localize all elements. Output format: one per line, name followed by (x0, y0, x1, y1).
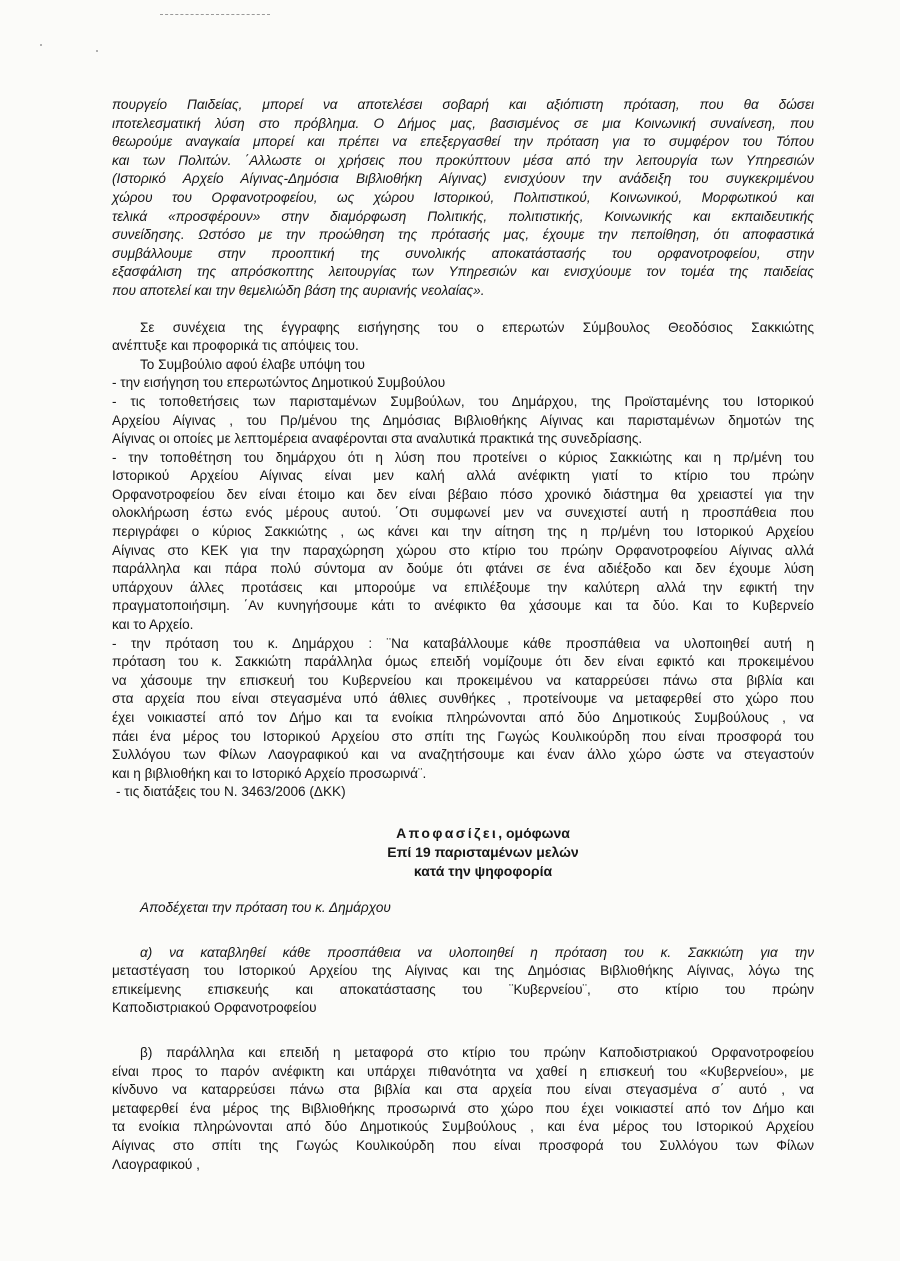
point-a-line: επικείμενης επισκευής και αποκατάστασης του ¨Κυβερνείου¨, στο κτίριο του πρώην (112, 981, 814, 997)
consideration-line: και η βιβλιοθήκη και το Ιστορικό Αρχείο προσωρινά¨. (112, 765, 427, 781)
consideration-line: στα αρχεία που είναι στεγασμένα υπό άθλιες συνθήκες , προτείνουμε να μεταφερθεί στο χώρο που (112, 691, 814, 707)
consideration-line: - την τοποθέτηση του δημάρχου ότι η λύση που προτείνει ο κύριος Σακκιώτης και η πρ/μένη του (112, 449, 814, 465)
consideration-item (112, 449, 814, 635)
intro-line: συμβάλλουμε στην προοπτική της συνολικής αποκατάστασής του ορφανοτροφείου, στην (112, 245, 814, 261)
consideration-line: Αίγινας στο ΚΕΚ για την παραχώρηση χώρου στο κτίριο του πρώην Ορφανοτροφείου Αίγινας αλλά (112, 542, 814, 558)
point-a-line: Καποδιστριακού Ορφανοτροφείου (112, 1000, 317, 1016)
intro-line: που αποτελεί και την θεμελιώδη βάση της αυριανής νεολαίας». (112, 282, 485, 298)
decision-heading (112, 824, 814, 881)
consideration-line: πάει ένα μέρος του Ιστορικού Αρχείου στο σπίτι της Γωγώς Κουλικούρδη που είναι προσφορά του (112, 728, 814, 744)
scan-speck (96, 50, 98, 52)
point-a-first-line: α) να καταβληθεί κάθε προσπάθεια να υλοποιηθεί η πρόταση του κ. Σακκιώτη για την (140, 944, 814, 960)
consideration-line: πραγματοποιήσιμη. ΄Αν κυνηγήσουμε κάτι το ανέφικτο θα χάσουμε και τα δύο. Και το Κυβερνείο (112, 598, 814, 614)
consideration-line: Συλλόγου των Φίλων Λαογραφικού και να αναζητήσουμε και έναν άλλο χώρο ώστε να στεγαστούν (112, 747, 814, 763)
continuation-line: ανέπτυξε και προφορικά τις απόψεις του. (112, 338, 359, 354)
point-a-paragraph (112, 944, 814, 1018)
intro-line: εξασφάλιση της απρόσκοπτης λειτουργίας των Υπηρεσιών και ενισχύουμε τον τομέα της παιδείας (112, 264, 814, 280)
law-reference: - τις διατάξεις του Ν. 3463/2006 (ΔΚΚ) (116, 784, 346, 800)
consideration-line: περιγράφει ο κύριος Σακκιώτης , ως κάνει και την αίτηση της η πρ/μένη του Ιστορικού Αρχείου (112, 524, 814, 540)
intro-line: και των Πολιτών. ΄Αλλωστε οι χρήσεις που προκύπτουν μέσα από την λειτουργία των Υπηρεσιών (112, 152, 814, 168)
point-b-line: είναι προς το παρόν ανέφικτη και υπάρχει πιθανότητα να χαθεί η επισκευή του «Κυβερνείου», με (112, 1063, 814, 1079)
intro-line: πουργείο Παιδείας, μπορεί να αποτελέσει σοβαρή και αξιόπιστη πρόταση, που θα δώσει (112, 97, 814, 112)
scan-speck (40, 44, 42, 46)
intro-italic-paragraph (112, 96, 814, 301)
point-b-line: μεταφερθεί ένα μέρος της Βιβλιοθήκης προσωρινά στο χώρο που έχει νοικιαστεί από τον Δήμο και (112, 1100, 814, 1116)
intro-line: τελικά «προσφέρουν» στην διαμόρφωση Πολιτικής, πολιτιστικής, Κοινωνικής και εκπαιδευτικής (112, 208, 814, 224)
consideration-line: - την πρόταση του κ. Δημάρχου : ¨Να καταβάλλουμε κάθε προσπάθεια να υλοποιηθεί αυτή η (112, 635, 814, 651)
continuation-paragraph (112, 319, 814, 356)
intro-line: θεωρούμε αναγκαία μπορεί και πρέπει να επεξεργασθεί την πρόταση για το συμφέρον του Τόπου (112, 134, 814, 150)
intro-line: ιποτελεσματική λύση στο πρόβλημα. Ο Δήμος μας, βασισμένος σε μια Κοινωνική συναίνεση, που (112, 115, 814, 131)
point-b-line: Λαογραφικού , (112, 1156, 200, 1172)
consideration-line: παράλληλα και πάρα πολύ σύντομα αν δούμε ότι φτάνει σε ένα αδιέξοδο και δεν έχουμε λύση (112, 561, 814, 577)
point-b-line: Αίγινας στο σπίτι της Γωγώς Κουλικούρδη που είναι προσφορά του Συλλόγου των Φίλων (112, 1137, 814, 1153)
consideration-line: έχει νοικιαστεί από τον Δήμο και τα ενοίκια πληρώνονται από δύο Δημοτικούς Συμβούλους , να (112, 710, 814, 725)
consideration-line: πρόταση του κ. Σακκιώτη παράλληλα όμως επειδή νομίζουμε ότι δεν είναι εφικτό και προκειμένου (112, 654, 814, 670)
council-intro: Το Συμβούλιο αφού έλαβε υπόψη του (140, 356, 365, 372)
intro-line: (Ιστορικό Αρχείο Αίγινας-Δημόσια Βιβλιοθήκη Αίγινας) ενισχύουν την ανάδειξη του συγκεκριμένου (112, 171, 814, 187)
point-b-line: κίνδυνο να καταρρεύσει πάνω στα βιβλία και στα αρχεία που είναι στεγασμένα σ΄ αυτό , να (112, 1082, 814, 1098)
consideration-line: Αρχείου Αίγινας , του Πρ/μένου της Δημόσιας Βιβλιοθήκης Αίγινας και παρισταμένων δημοτών της (112, 412, 814, 428)
considerations-list (112, 374, 814, 783)
decision-line-2: Επί 19 παρισταμένων μελών (387, 843, 579, 860)
decision-line-3: κατά την ψηφοφορία (413, 862, 553, 879)
consideration-line: ολοκλήρωση έστω ενός μέρους αυτού. ΄Οτι συμφωνεί μεν να συνεχιστεί αυτή η προσπάθεια που (112, 505, 814, 521)
consideration-line: υπάρχουν άλλες προτάσεις και μπορούμε να επιλέξουμε την καλύτερη αλλά την εφικτή την (112, 579, 814, 595)
continuation-line: Σε συνέχεια της έγγραφης εισήγησης του ο επερωτών Σύμβουλος Θεοδόσιος Σακκιώτης (140, 319, 814, 335)
point-b-line: τα ενοίκια πληρώνονται από δύο Δημοτικούς Συμβούλους , και ένα μέρος του Ιστορικού Αρχείου (112, 1119, 814, 1135)
scan-header-mark (160, 14, 270, 17)
consideration-line: και το Αρχείο. (112, 617, 194, 633)
consideration-line: Αίγινας οι οποίες με λεπτομέρεια αναφέρονται στα αναλυτικά πρακτικά της συνεδρίασης. (112, 431, 643, 447)
consideration-line: Ιστορικού Αρχείου Αίγινας είναι μεν καλή αλλά ανέφικτη γιατί το κτίριο του πρώην (112, 468, 814, 484)
consideration-line: να χάσουμε την επισκευή του Κυβερνείου και προκειμένου να καταρρεύσει πάνω στα βιβλία και (112, 672, 814, 688)
point-b-line: β) παράλληλα και επειδή η μεταφορά στο κτίριο του πρώην Καποδιστριακού Ορφανοτροφείου (140, 1044, 814, 1060)
consideration-line: - τις τοποθετήσεις των παρισταμένων Συμβούλων, του Δημάρχου, της Προϊσταμένης του Ιστορικού (112, 393, 814, 409)
consideration-item (112, 374, 814, 393)
consideration-item (112, 635, 814, 784)
consideration-item (112, 393, 814, 449)
point-a-line: μεταστέγαση του Ιστορικού Αρχείου της Αίγινας και της Δημόσιας Βιβλιοθήκης Αίγινας, λόγω της (112, 963, 814, 979)
intro-line: συνείδησης. Ωστόσο με την προώθηση της πρότασής μας, έχουμε την πεποίθηση, ότι αποφαστικά (112, 227, 814, 243)
intro-line: χώρου του Ορφανοτροφείου, ως χώρου Ιστορικού, Πολιτιστικού, Κοινωνικού, Μορφωτικού και (112, 189, 814, 205)
point-b-paragraph (112, 1044, 814, 1174)
accepts-line: Αποδέχεται την πρόταση του κ. Δημάρχου (140, 899, 391, 915)
decision-line-1: Αποφασίζει, ομόφωνα (396, 824, 570, 841)
document-body (112, 96, 814, 1174)
consideration-line: Ορφανοτροφείου δεν είναι έτοιμο και δεν είναι βέβαιο πόσο χρονικό διάστημα θα χρειαστεί για την (112, 486, 814, 502)
consideration-line: - την εισήγηση του επερωτώντος Δημοτικού Συμβούλου (112, 375, 446, 391)
